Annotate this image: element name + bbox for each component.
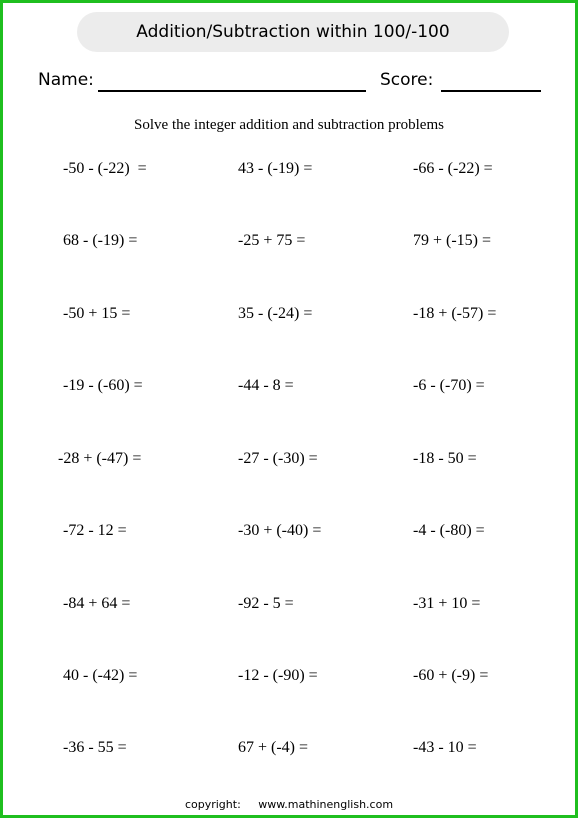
problem-r4-c2: -44 - 8 = <box>238 377 294 394</box>
problem-r6-c3: -4 - (-80) = <box>413 522 485 539</box>
problem-r8-c2: -12 - (-90) = <box>238 667 318 684</box>
problem-r3-c1: -50 + 15 = <box>63 305 131 322</box>
problem-r5-c2: -27 - (-30) = <box>238 450 318 467</box>
problem-r5-c3: -18 - 50 = <box>413 450 477 467</box>
problem-r1-c2: 43 - (-19) = <box>238 160 313 177</box>
problem-r9-c3: -43 - 10 = <box>413 739 477 756</box>
problem-r2-c1: 68 - (-19) = <box>63 232 138 249</box>
problem-r7-c1: -84 + 64 = <box>63 595 131 612</box>
problem-r4-c3: -6 - (-70) = <box>413 377 485 394</box>
score-label: Score: <box>380 70 434 90</box>
problem-r3-c3: -18 + (-57) = <box>413 305 497 322</box>
problem-r6-c1: -72 - 12 = <box>63 522 127 539</box>
problem-r1-c3: -66 - (-22) = <box>413 160 493 177</box>
problem-r9-c2: 67 + (-4) = <box>238 739 309 756</box>
instructions: Solve the integer addition and subtraction problems <box>134 117 444 133</box>
copyright-label: copyright: <box>184 798 241 811</box>
worksheet-title: Addition/Subtraction within 100/-100 <box>136 22 450 42</box>
problem-r8-c3: -60 + (-9) = <box>413 667 489 684</box>
problem-r7-c2: -92 - 5 = <box>238 595 294 612</box>
problem-r4-c1: -19 - (-60) = <box>63 377 143 394</box>
problem-r3-c2: 35 - (-24) = <box>238 305 313 322</box>
problem-r7-c3: -31 + 10 = <box>413 595 481 612</box>
name-label: Name: <box>38 70 94 90</box>
website-link: www.mathinenglish.com <box>258 798 394 811</box>
problem-r9-c1: -36 - 55 = <box>63 739 127 756</box>
problem-r8-c1: 40 - (-42) = <box>63 667 138 684</box>
problem-r5-c1: -28 + (-47) = <box>58 450 142 467</box>
problem-r1-c1: -50 - (-22) = <box>63 160 147 177</box>
problem-r2-c2: -25 + 75 = <box>238 232 306 249</box>
problem-r6-c2: -30 + (-40) = <box>238 522 322 539</box>
footer <box>0 798 578 811</box>
problem-r2-c3: 79 + (-15) = <box>413 232 492 249</box>
